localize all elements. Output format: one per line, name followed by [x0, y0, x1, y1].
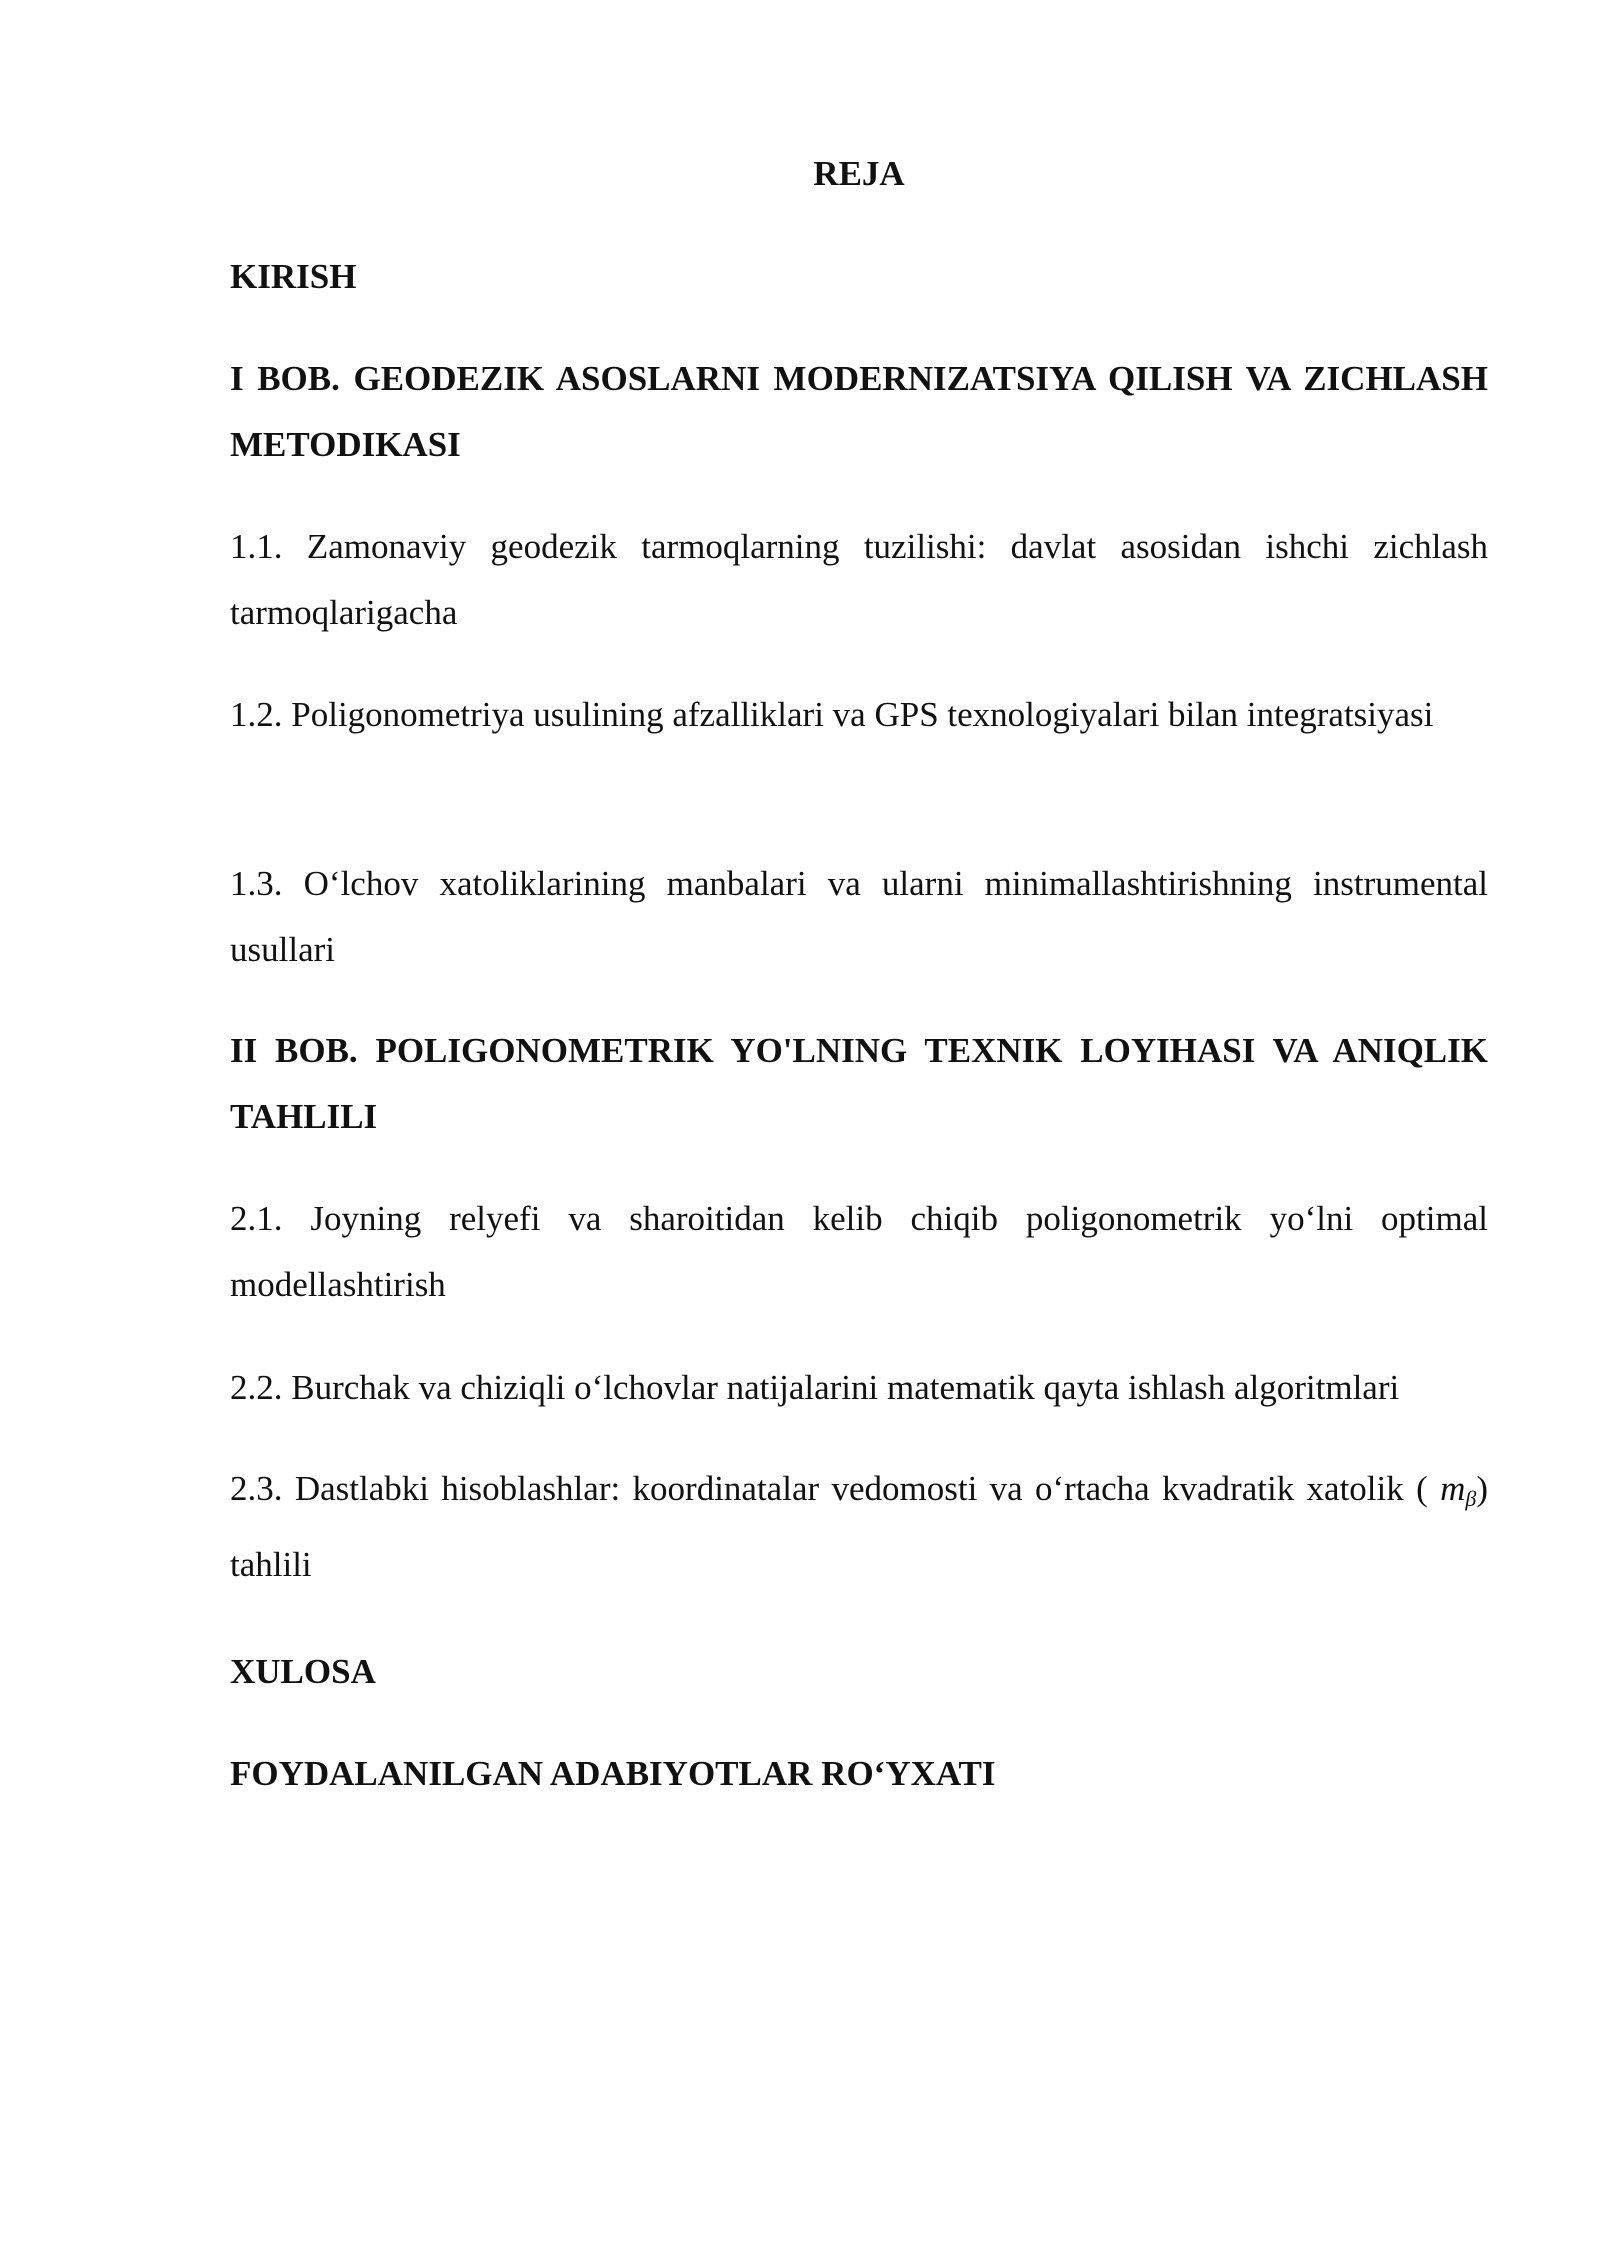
chapter-1-heading: I BOB. GEODEZIK ASOSLARNI MODERNIZATSIYA QILISH VA ZICHLASH METODIKASI: [230, 359, 1488, 464]
chapter-2-heading: II BOB. POLIGONOMETRIK YO'LNING TEXNIK LOYIHASI VA ANIQLIK TAHLILI: [230, 1031, 1488, 1136]
section-1-1: 1.1. Zamonaviy geodezik tarmoqlarning tuzilishi: davlat asosidan ishchi zichlash tarmoqlarigacha: [230, 527, 1488, 632]
math-beta-subscript: β: [1465, 1486, 1477, 1511]
kirish-heading: KIRISH: [230, 257, 357, 296]
section-2-3-text: 2.3. Dastlabki hisoblashlar: koordinatalar vedomosti va o‘rtacha kvadratik xatolik (: [230, 1469, 1428, 1508]
section-2-1: 2.1. Joyning relyefi va sharoitidan kelib chiqib poligonometrik yo‘lni optimal modellashtirish: [230, 1199, 1488, 1304]
xulosa-heading: XULOSA: [230, 1652, 376, 1691]
section-2-3: [230, 1456, 1488, 1598]
references-heading: FOYDALANILGAN ADABIYOTLAR RO‘YXATI: [230, 1754, 996, 1793]
section-2-3-suffix: ) tahlili: [230, 1469, 1489, 1584]
page-title: REJA: [813, 154, 905, 193]
section-2-2: 2.2. Burchak va chiziqli o‘lchovlar natijalarini matematik qayta ishlash algoritmlari: [230, 1368, 1400, 1407]
math-m-variable: m: [1440, 1469, 1466, 1508]
section-1-2: 1.2. Poligonometriya usulining afzalliklari va GPS texnologiyalari bilan integratsiyasi: [230, 695, 1434, 734]
section-1-3: 1.3. O‘lchov xatoliklarining manbalari va ularni minimallashtirishning instrumental usullari: [230, 864, 1488, 969]
